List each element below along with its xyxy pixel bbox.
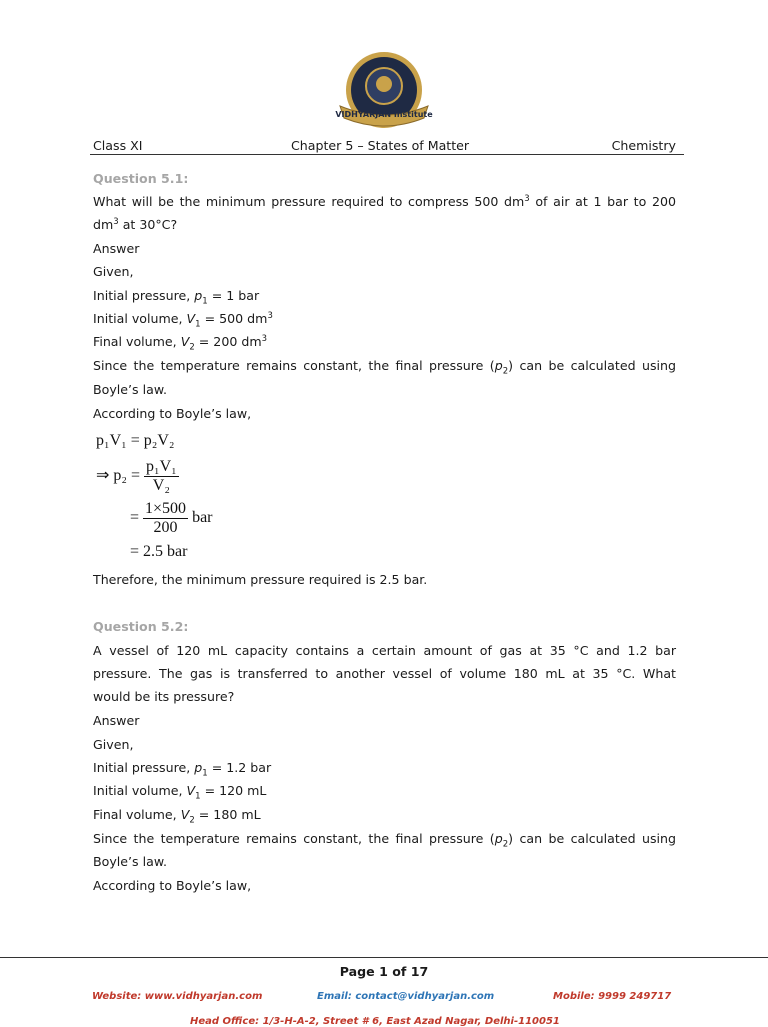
footer-website: Website: www.vidhyarjan.com — [92, 991, 263, 1002]
header-subject: Chemistry — [611, 138, 676, 153]
equation-result: = 2.5 bar — [130, 543, 188, 560]
question-text: would be its pressure? — [93, 689, 235, 704]
given-item: Initial pressure, $p_1 = 1$ bar — [93, 288, 260, 307]
header-class: Class XI — [93, 138, 143, 153]
question-text: What will be the minimum pressure required to compress 500 $dm^3$ of air at 1 bar to 200 — [93, 193, 676, 209]
given-item: Initial volume, $V_1 = 120$ mL — [93, 783, 267, 802]
question-text: A vessel of 120 mL capacity contains a certain amount of gas at 35 °C and 1.2 bar — [93, 643, 676, 658]
page-header — [93, 138, 676, 154]
answer-label: Answer — [93, 713, 140, 728]
header-chapter: Chapter 5 – States of Matter — [291, 138, 470, 153]
explanation-text: Since the temperature remains constant, the final pressure $(p_2)$ can be calculated using — [93, 358, 676, 377]
given-label: Given, — [93, 737, 134, 752]
equation-p2: ⇒ p₂ = $\frac{\text{p₁V₁}}{\text{V₂}}$ — [96, 458, 177, 494]
question-heading: Question 5.2: — [93, 619, 189, 634]
given-label: Given, — [93, 264, 134, 279]
page-number: Page 1 of 17 — [339, 964, 429, 979]
footer-office: Head Office: 1/3-H-A-2, Street # 6, East Azad Nagar, Delhi-110051 — [190, 1016, 560, 1027]
given-item: Final volume, $V_2 = 180$ mL — [93, 807, 261, 826]
answer-label: Answer — [93, 241, 140, 256]
equation-boyle: p₁V₁ = p₂V₂ — [96, 432, 175, 449]
given-item: Initial volume, $V_1 = 500$ $dm^3$ — [93, 310, 273, 330]
equation-substitution: = $\frac{1\times 500}{200}$ bar — [130, 500, 213, 536]
header-divider — [90, 154, 684, 155]
explanation-text: Boyle’s law. — [93, 382, 167, 397]
footer-email: Email: contact@vidhyarjan.com — [317, 991, 495, 1002]
question-text: $dm^3$ at 30°C? — [93, 216, 178, 232]
given-item: Final volume, $V_2 = 200$ $dm^3$ — [93, 333, 268, 353]
logo-text: VIDHYARJAN Institute — [335, 110, 433, 119]
explanation-text: According to Boyle’s law, — [93, 406, 252, 421]
conclusion-text: Therefore, the minimum pressure required is 2.5 bar. — [93, 572, 428, 587]
question-text: pressure. The gas is transferred to another vessel of volume 180 mL at 35 °C. What — [93, 666, 676, 681]
explanation-text: According to Boyle’s law, — [93, 878, 252, 893]
explanation-text: Boyle’s law. — [93, 854, 167, 869]
explanation-text: Since the temperature remains constant, the final pressure $(p_2)$ can be calculated using — [93, 831, 676, 850]
institute-logo — [332, 50, 436, 136]
question-heading: Question 5.1: — [93, 171, 189, 186]
given-item: Initial pressure, $p_1 = 1.2$ bar — [93, 760, 272, 779]
footer-divider — [0, 957, 768, 958]
footer-mobile: Mobile: 9999 249717 — [553, 991, 672, 1002]
